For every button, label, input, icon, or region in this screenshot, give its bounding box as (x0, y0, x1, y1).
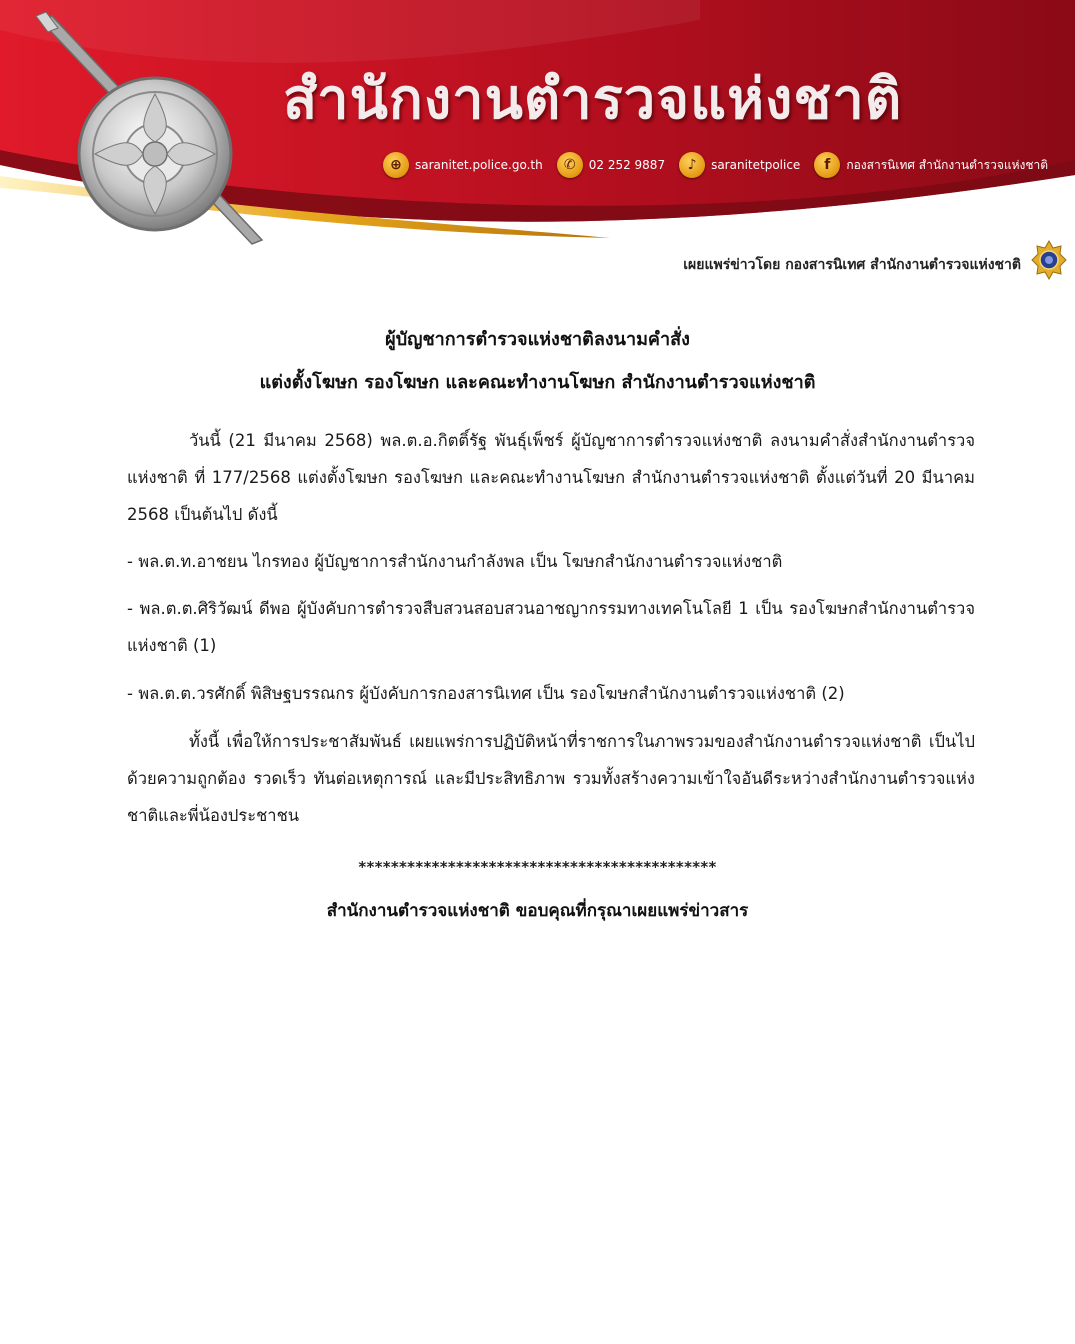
header-banner (0, 0, 1075, 250)
closing-line: สำนักงานตำรวจแห่งชาติ ขอบคุณที่กรุณาเผยแพร่ข่าวสาร (326, 901, 749, 921)
phone-icon: ✆ (557, 152, 583, 178)
publisher-credit: เผยแพร่ข่าวโดย กองสารนิเทศ สำนักงานตำรวจแห่งชาติ (683, 257, 1021, 273)
facebook-text: กองสารนิเทศ สำนักงานตำรวจแห่งชาติ (846, 157, 1049, 172)
website-text: saranitet.police.go.th (415, 158, 543, 172)
appointment-item-1: - พล.ต.ท.อาชยน ไกรทอง ผู้บัญชาการสำนักงานกำลังพล เป็น โฆษกสำนักงานตำรวจแห่งชาติ (127, 552, 783, 571)
headline-line-2: แต่งตั้งโฆษก รองโฆษก และคณะทำงานโฆษก สำนักงานตำรวจแห่งชาติ (259, 372, 816, 393)
police-emblem-icon (30, 12, 270, 247)
contact-phone[interactable] (557, 152, 665, 178)
contact-facebook[interactable] (814, 152, 1048, 178)
police-badge-icon (1031, 240, 1067, 280)
facebook-icon: f (814, 152, 840, 178)
contact-bar (383, 151, 1062, 179)
contact-website[interactable] (383, 152, 543, 178)
separator-line: ******************************************** (358, 858, 717, 876)
appointment-item-2: - พล.ต.ต.ศิริวัฒน์ ดีพอ ผู้บังคับการตำรวจสืบสวนสอบสวนอาชญากรรมทางเทคโนโลยี 1 เป็น รองโฆษกสำนักงานตำรวจแห่งชาติ (1) (127, 599, 975, 655)
intro-paragraph: วันนี้ (21 มีนาคม 2568) พล.ต.อ.กิตติ์รัฐ พันธุ์เพ็ชร์ ผู้บัญชาการตำรวจแห่งชาติ ลงนามคำสั่งสำนักงานตำรวจแห่งชาติ ที่ 177/2568 แต่งตั้งโฆษก รองโฆษก และคณะทำงานโฆษก สำนักงานตำรวจแห่งชาติ ตั้งแต่วันที่ 20 มีนาคม 2568 เป็นต้นไป ดังนี้ (127, 431, 975, 524)
headline-line-1: ผู้บัญชาการตำรวจแห่งชาติลงนามคำสั่ง (385, 329, 690, 350)
banner-title: สำนักงานตำรวจแห่งชาติ (283, 67, 903, 132)
tiktok-text: saranitetpolice (711, 158, 801, 172)
contact-tiktok[interactable] (679, 152, 800, 178)
appointment-item-3: - พล.ต.ต.วรศักดิ์ พิสิษฐบรรณกร ผู้บังคับการกองสารนิเทศ เป็น รองโฆษกสำนักงานตำรวจแห่งชาติ (2) (127, 684, 845, 703)
purpose-paragraph: ทั้งนี้ เพื่อให้การประชาสัมพันธ์ เผยแพร่การปฏิบัติหน้าที่ราชการในภาพรวมของสำนักงานตำรวจแห่งชาติ เป็นไปด้วยความถูกต้อง รวดเร็ว ทันต่อเหตุการณ์ และมีประสิทธิภาพ รวมทั้งสร้างความเข้าใจอันดีระหว่างสำนักงานตำรวจแห่งชาติและพี่น้องประชาชน (127, 732, 975, 825)
globe-icon: ⊕ (383, 152, 409, 178)
tiktok-icon: ♪ (679, 152, 705, 178)
phone-text: 02 252 9887 (588, 158, 666, 172)
